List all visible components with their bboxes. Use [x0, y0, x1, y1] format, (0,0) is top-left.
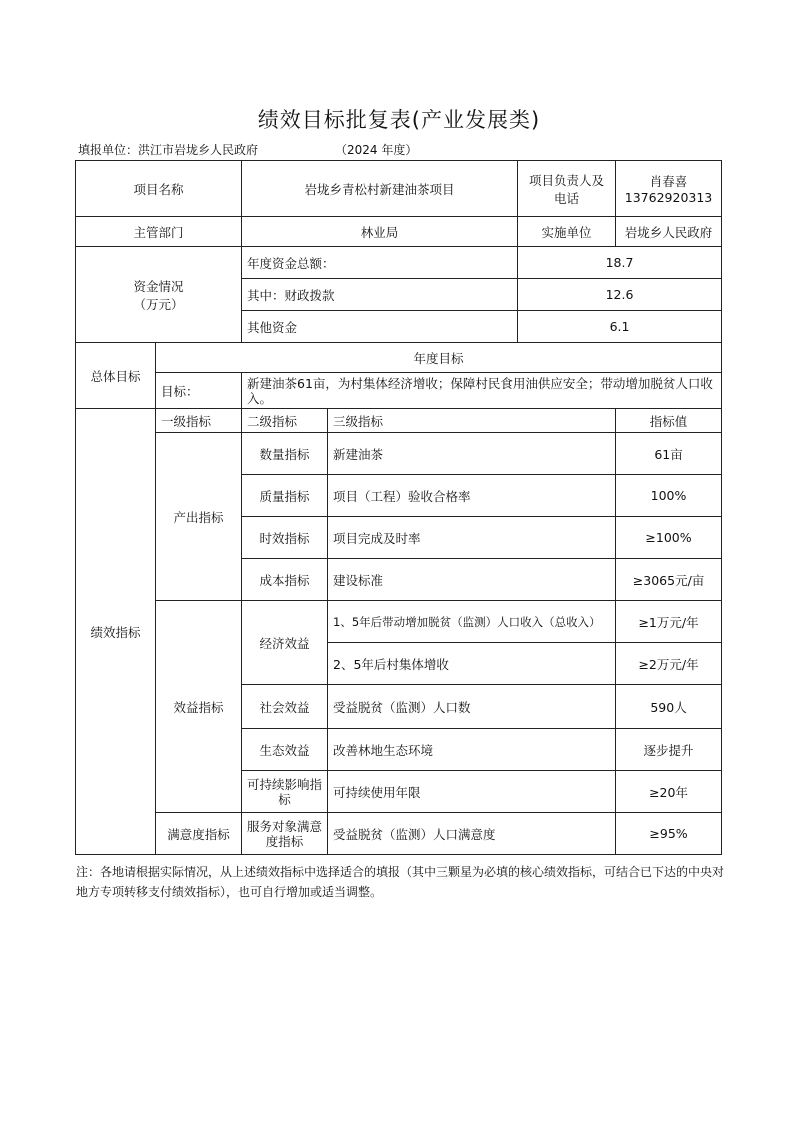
perf-l3: 项目（工程）验收合格率 [328, 475, 616, 517]
perf-l2: 成本指标 [242, 559, 328, 601]
goal-label: 总体目标 [76, 343, 156, 409]
impl-value: 岩垅乡人民政府 [616, 217, 722, 247]
perf-l3: 2、5年后村集体增收 [328, 643, 616, 685]
satisfaction-label: 满意度指标 [156, 813, 242, 855]
project-row [76, 161, 722, 217]
perf-header-l3: 三级指标 [328, 409, 616, 433]
project-leader-label: 项目负责人及电话 [518, 161, 616, 217]
perf-row [76, 433, 722, 475]
funds-row-label: 年度资金总额： [242, 247, 518, 279]
perf-val: ≥1万元/年 [616, 601, 722, 643]
project-name-label: 项目名称 [76, 161, 242, 217]
page-title: 绩效目标批复表(产业发展类) [257, 108, 541, 132]
perf-val: 590人 [616, 685, 722, 729]
perf-l2: 可持续影响指标 [242, 771, 328, 813]
perf-header-l2: 二级指标 [242, 409, 328, 433]
perf-l3: 项目完成及时率 [328, 517, 616, 559]
funds-label-cell [76, 247, 242, 343]
perf-l2: 数量指标 [242, 433, 328, 475]
filing-unit: 填报单位：洪江市岩垅乡人民政府 [78, 143, 259, 157]
funds-unit: （万元） [133, 296, 184, 312]
perf-val: 61亩 [616, 433, 722, 475]
perf-l3: 改善林地生态环境 [328, 729, 616, 771]
impl-label: 实施单位 [518, 217, 616, 247]
perf-l2: 时效指标 [242, 517, 328, 559]
approval-table [75, 160, 722, 855]
perf-header-l1: 一级指标 [156, 409, 242, 433]
dept-label: 主管部门 [76, 217, 242, 247]
benefit-label: 效益指标 [156, 601, 242, 813]
perf-val: ≥95% [616, 813, 722, 855]
perf-label: 绩效指标 [76, 409, 156, 855]
perf-val: ≥100% [616, 517, 722, 559]
output-label: 产出指标 [156, 433, 242, 601]
perf-l3: 受益脱贫（监测）人口满意度 [328, 813, 616, 855]
project-leader-cell [616, 161, 722, 217]
perf-l3: 可持续使用年限 [328, 771, 616, 813]
filing-year: （2024 年度） [335, 143, 418, 157]
perf-header-row [76, 409, 722, 433]
dept-row [76, 217, 722, 247]
perf-l2: 生态效益 [242, 729, 328, 771]
perf-header-val: 指标值 [616, 409, 722, 433]
goal-target-text: 新建油茶61亩，为村集体经济增收；保障村民食用油供应安全；带动增加脱贫人口收入。 [242, 373, 722, 409]
project-leader-phone: 13762920313 [624, 190, 713, 205]
perf-row [76, 601, 722, 643]
funds-row-value: 6.1 [518, 311, 722, 343]
goal-target-label: 目标： [156, 373, 242, 409]
perf-val: 100% [616, 475, 722, 517]
goal-target-row [76, 373, 722, 409]
funds-row [76, 247, 722, 279]
funds-row-value: 12.6 [518, 279, 722, 311]
perf-l3: 受益脱贫（监测）人口数 [328, 685, 616, 729]
funds-row-value: 18.7 [518, 247, 722, 279]
footnote: 注：各地请根据实际情况，从上述绩效指标中选择适合的填报（其中三颗星为必填的核心绩效指标，可结合已下达的中央对地方专项转移支付绩效指标），也可自行增加或适当调整。 [76, 865, 725, 899]
perf-val: ≥2万元/年 [616, 643, 722, 685]
funds-row-label: 其中：财政拨款 [242, 279, 518, 311]
perf-l3: 新建油茶 [328, 433, 616, 475]
project-name-value: 岩垅乡青松村新建油茶项目 [242, 161, 518, 217]
perf-l3: 1、5年后带动增加脱贫（监测）人口收入（总收入） [328, 601, 616, 643]
perf-val: 逐步提升 [616, 729, 722, 771]
perf-l2: 质量指标 [242, 475, 328, 517]
goal-header-row [76, 343, 722, 373]
funds-row-label: 其他资金 [242, 311, 518, 343]
perf-row [76, 813, 722, 855]
perf-l2: 服务对象满意度指标 [242, 813, 328, 855]
project-leader-name: 肖春喜 [649, 174, 688, 189]
perf-val: ≥3065元/亩 [616, 559, 722, 601]
econ-label: 经济效益 [242, 601, 328, 685]
dept-value: 林业局 [242, 217, 518, 247]
perf-l3: 建设标准 [328, 559, 616, 601]
funds-label: 资金情况 [133, 278, 184, 294]
perf-val: ≥20年 [616, 771, 722, 813]
goal-header: 年度目标 [156, 343, 722, 373]
perf-l2: 社会效益 [242, 685, 328, 729]
